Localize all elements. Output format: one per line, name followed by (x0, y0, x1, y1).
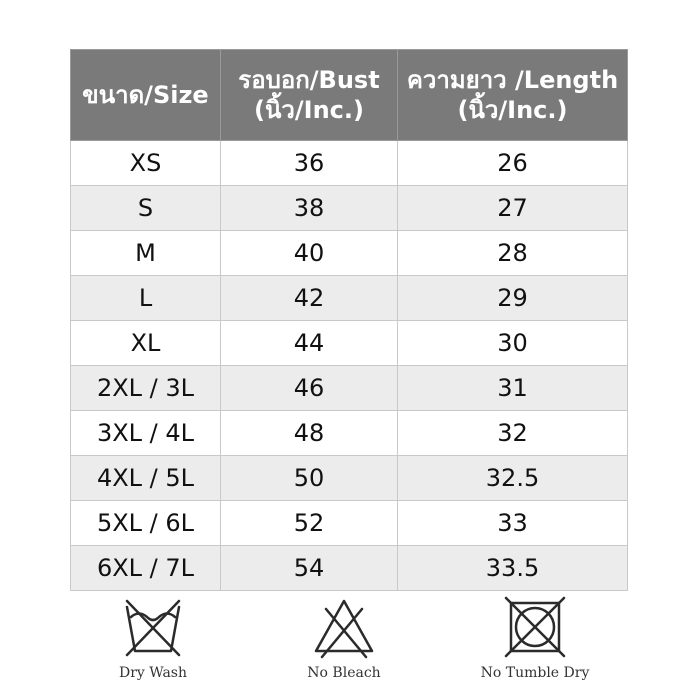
size-cell: 3XL / 4L (71, 411, 221, 456)
bust-cell: 42 (221, 276, 398, 321)
size-cell: XL (71, 321, 221, 366)
size-cell: 4XL / 5L (71, 456, 221, 501)
header-bust-label: รอบอก/Bust (238, 66, 380, 94)
size-chart-table (70, 49, 628, 591)
care-label: No Tumble Dry (480, 665, 590, 681)
table-row (71, 276, 628, 321)
bust-cell: 36 (221, 141, 398, 186)
length-cell: 29 (398, 276, 628, 321)
table-row (71, 411, 628, 456)
bust-cell: 38 (221, 186, 398, 231)
bust-cell: 46 (221, 366, 398, 411)
table-row (71, 231, 628, 276)
size-cell: 6XL / 7L (71, 546, 221, 591)
length-cell: 33 (398, 501, 628, 546)
bust-cell: 50 (221, 456, 398, 501)
length-cell: 32 (398, 411, 628, 456)
table-row (71, 501, 628, 546)
table-row (71, 186, 628, 231)
table-row (71, 366, 628, 411)
length-cell: 28 (398, 231, 628, 276)
length-cell: 30 (398, 321, 628, 366)
bust-cell: 54 (221, 546, 398, 591)
size-cell: 5XL / 6L (71, 501, 221, 546)
size-cell: M (71, 231, 221, 276)
header-size-label: ขนาด/Size (82, 81, 209, 109)
header-length-label: ความยาว /Length (406, 66, 619, 94)
bust-cell: 48 (221, 411, 398, 456)
no-bleach-icon (312, 595, 376, 659)
bust-cell: 40 (221, 231, 398, 276)
bust-cell: 52 (221, 501, 398, 546)
header-bust-unit: (นิ้ว/Inc.) (254, 96, 364, 124)
length-cell: 33.5 (398, 546, 628, 591)
size-cell: L (71, 276, 221, 321)
length-cell: 32.5 (398, 456, 628, 501)
size-chart-header (71, 50, 628, 141)
header-length-unit: (นิ้ว/Inc.) (457, 96, 568, 124)
header-length (398, 50, 628, 141)
size-cell: S (71, 186, 221, 231)
size-chart-body (71, 141, 628, 591)
care-no-bleach (269, 595, 419, 681)
care-no-tumble-dry (460, 595, 610, 681)
header-bust (221, 50, 398, 141)
header-size (71, 50, 221, 141)
length-cell: 27 (398, 186, 628, 231)
size-cell: XS (71, 141, 221, 186)
header-row (71, 50, 628, 141)
table-row (71, 141, 628, 186)
no-tumble-dry-icon (503, 595, 567, 659)
care-dry-wash (78, 595, 228, 681)
table-row (71, 321, 628, 366)
table-row (71, 456, 628, 501)
length-cell: 26 (398, 141, 628, 186)
size-cell: 2XL / 3L (71, 366, 221, 411)
bust-cell: 44 (221, 321, 398, 366)
length-cell: 31 (398, 366, 628, 411)
table-row (71, 546, 628, 591)
care-label: No Bleach (307, 665, 381, 681)
care-label: Dry Wash (119, 665, 187, 681)
no-wash-icon (121, 595, 185, 659)
